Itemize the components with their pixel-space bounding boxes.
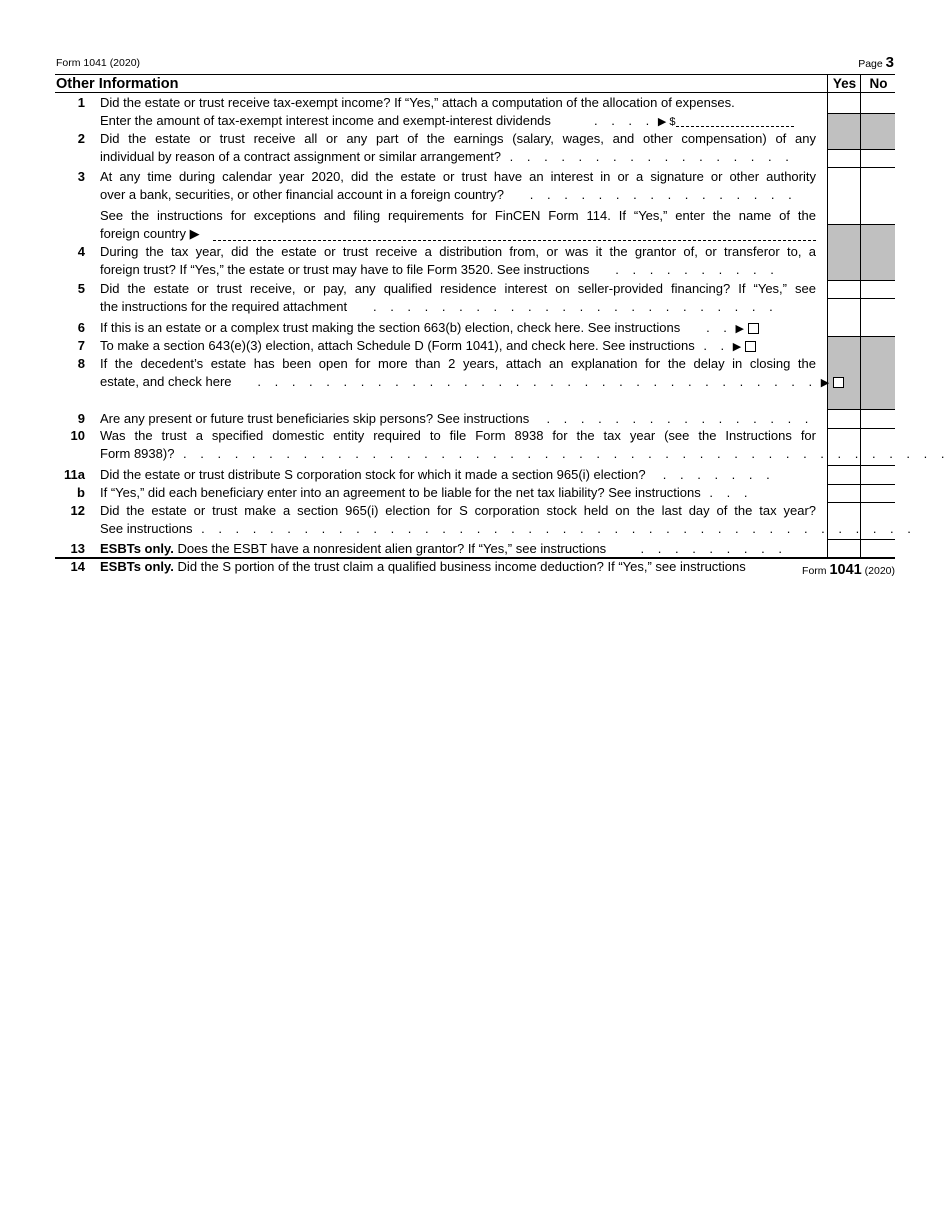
line-number: b: [77, 485, 85, 500]
no-cell-5[interactable]: [860, 298, 895, 336]
cell-divider: [827, 428, 895, 429]
yes-cell-9[interactable]: [827, 409, 860, 428]
line-6-checkbox[interactable]: [748, 323, 759, 334]
yes-cell-5[interactable]: [827, 298, 860, 336]
section-title: Other Information: [56, 76, 179, 92]
line-text: Did the estate or trust receive, or pay, any qualified residence interest on seller-provided financing? If “Yes,” see: [100, 281, 816, 296]
line-number: 9: [77, 411, 85, 426]
line-text: estate, and check here: [100, 373, 232, 389]
yes-cell-3[interactable]: [827, 167, 860, 224]
arrow-icon: ▶: [735, 323, 744, 335]
line-number: 11a: [64, 467, 85, 482]
yes-column-header: Yes: [827, 75, 861, 92]
arrow-icon: ▶ $: [657, 115, 676, 128]
line-number: 8: [77, 356, 85, 371]
line-text: Are any present or future trust beneficiaries skip persons? See instructions: [100, 411, 530, 426]
form-id: Form 1041 (2020): [56, 57, 141, 69]
yes-cell-11b[interactable]: [827, 484, 860, 502]
no-column-header: No: [860, 75, 896, 92]
arrow-icon: ▶: [732, 341, 742, 353]
form-number: 1041: [829, 562, 862, 578]
no-cell-2[interactable]: [860, 149, 895, 167]
line-number: 14: [70, 559, 85, 574]
table-body: 1 Did the estate or trust receive tax-exempt income? If “Yes,” attach a computation of the allocation of expenses. Enter the amount of tax-exempt interest income and exempt-interest dividends . . . . ▶ $ 2 Did the estate or trust receive all or any part of the earnings (salary, wages, and other compensation) of any individual by reason of a contract assignment or similar arrangement? . . . . . . . . . . . . . . . . . 3 At any time during calendar year 2020, did the estate or trust have an interest in or a signature or other authority over a bank, securities, or other financial account in a foreign country? . . . . . . . . . . . . . . . . See the instructions for exceptions and filing requirements for FinCEN Form 114. If “Yes,” enter the name of the foreign country ▶ 4 During the tax year, did the estate or trust receive a distribution from, or was it the grantor of, or transferor to, a foreign trust? If “Yes,” the estate or trust may have to file Form 3520. See instructions . . . . . . . . . . 5 Did the estate or trust receive, or pay, any qualified residence interest on seller-provided financing? If “Yes,” see the instructions for the required attachment . . . . . . . . . . . . . . . . . . . . . . . . 6 If this is an estate or a complex trust making the section 663(b) election, check here. See instructions . . ▶ 7 To make a section 643(e)(3) election, attach Schedule D (Form 1041), and check here. See instructions . . ▶ 8 If the decedent’s estate has been open for more than 2 years, attach an explanation for the delay in closing the estate, and check here . . . . . . . . . . . . . . . . . . . . . . . . . . . . . . . . . ▶ 9 Are any present or future trust beneficiaries skip persons? See instructions . . . . . . . . . . . . . . . . 10 Was the trust a specified domestic entity required to file Form 8938 for the tax year (see the Instructions for Form 8938)? . . . . . . . . . . . . . . . . . . . . . . . . . . . . . . . . . . . . . . . . . . . . . 11a Did the estate or trust distribute S corporation stock for which it made a section 965(i) election? . . . . . . . b If “Yes,” did each beneficiary enter into an agreement to be liable for the net tax liability? See instructions . . . 12 Did the estate or trust make a section 965(i) election for S corporation stock held on the last day of the tax year? See instructions . . . . . . . . . . . . . . . . . . . . . . . . . . . . . . . . . . . . . . . . . . 13 ESBTs only. Does the ESBT have a nonresident alien grantor? If “Yes,” see instructions . . . . . . . . . 14 ESBTs only. Did the S portion of the trust claim a qualified business income deduction? If “Yes,” see instructions: [55, 93, 895, 559]
shaded-cell: [827, 113, 860, 149]
line-text: individual by reason of a contract assignment or similar arrangement?: [100, 148, 502, 164]
line-text: See the instructions for exceptions and filing requirements for FinCEN Form 114. If “Yes,” enter the name of the: [100, 208, 816, 223]
line-text: See instructions: [100, 520, 193, 536]
cell-divider: [827, 280, 895, 281]
line-text: Did the S portion of the trust claim a qualified business income deduction? If “Yes,” see instructions: [177, 559, 746, 574]
cell-divider: [827, 167, 895, 168]
arrow-icon: ▶: [820, 376, 830, 389]
no-cell-9[interactable]: [860, 409, 895, 428]
line-8-checkbox[interactable]: [833, 377, 844, 388]
line-text: Did the estate or trust receive all or any part of the earnings (salary, wages, and other compensation) of any: [100, 131, 816, 146]
cell-divider: [827, 465, 895, 466]
line-text: Did the estate or trust receive tax-exempt income? If “Yes,” attach a computation of the allocation of expenses.: [100, 95, 735, 110]
line-text: Does the ESBT have a nonresident alien grantor? If “Yes,” see instructions: [177, 541, 607, 556]
no-cell-14[interactable]: [860, 539, 895, 557]
yes-cell-14[interactable]: [827, 539, 860, 557]
esbt-label: ESBTs only.: [100, 541, 174, 556]
page-number: Page 3: [858, 54, 894, 71]
no-cell-4[interactable]: [860, 280, 895, 298]
shaded-cell: [827, 336, 860, 409]
no-cell-1[interactable]: [860, 93, 895, 113]
line-text: Did the estate or trust distribute S corporation stock for which it made a section 965(i) election?: [100, 467, 646, 482]
line-text: If “Yes,” did each beneficiary enter into an agreement to be liable for the net tax liability? See instructions: [100, 485, 701, 500]
esbt-label: ESBTs only.: [100, 559, 174, 574]
shaded-cell: [860, 224, 895, 280]
tax-exempt-amount-field[interactable]: [676, 113, 794, 127]
line-number: 12: [70, 503, 85, 518]
line-text: During the tax year, did the estate or trust receive a distribution from, or was it the grantor of, or transferor to, a: [100, 244, 816, 259]
line-7-checkbox[interactable]: [745, 341, 756, 352]
shaded-cell: [860, 336, 895, 409]
no-cell-3[interactable]: [860, 167, 895, 224]
line-number: 2: [77, 131, 85, 146]
cell-divider: [827, 484, 895, 485]
cell-divider: [827, 502, 895, 503]
shaded-cell: [827, 224, 860, 280]
no-cell-11a[interactable]: [860, 465, 895, 484]
cell-divider: [827, 113, 895, 114]
line-text: over a bank, securities, or other financial account in a foreign country?: [100, 186, 504, 202]
cell-divider: [827, 224, 895, 225]
line-number: 4: [77, 244, 85, 259]
yes-cell-11a[interactable]: [827, 465, 860, 484]
page-header: [55, 54, 895, 74]
shaded-cell: [860, 113, 895, 149]
cell-divider: [827, 409, 895, 410]
line-number: 7: [77, 338, 85, 353]
line-text: If the decedent’s estate has been open for more than 2 years, attach an explanation for the delay in closing the: [100, 356, 816, 371]
line-number: 5: [77, 281, 85, 296]
line-text: foreign country ▶: [100, 225, 200, 241]
page-footer: Form 1041 (2020): [802, 562, 895, 578]
yes-cell-2[interactable]: [827, 149, 860, 167]
no-cell-11b[interactable]: [860, 484, 895, 502]
line-text: foreign trust? If “Yes,” the estate or trust may have to file Form 3520. See instructions: [100, 261, 590, 277]
line-text: Enter the amount of tax-exempt interest income and exempt-interest dividends: [100, 112, 551, 128]
line-text: the instructions for the required attachment: [100, 298, 348, 314]
cell-divider: [827, 336, 895, 337]
line-text: Form 8938)?: [100, 445, 175, 461]
line-number: 13: [70, 541, 85, 556]
yes-cell-4[interactable]: [827, 280, 860, 298]
yes-cell-1[interactable]: [827, 93, 860, 113]
line-number: 3: [77, 169, 85, 184]
line-text: To make a section 643(e)(3) election, attach Schedule D (Form 1041), and check here. See instructions: [100, 338, 695, 353]
foreign-country-field[interactable]: [213, 240, 816, 241]
line-number: 6: [77, 320, 85, 335]
line-number: 10: [70, 428, 85, 443]
line-text: Was the trust a specified domestic entity required to file Form 8938 for the tax year (see the Instructions for: [100, 428, 816, 443]
cell-divider: [827, 149, 895, 150]
line-text: At any time during calendar year 2020, did the estate or trust have an interest in or a signature or other authority: [100, 169, 816, 184]
cell-divider: [827, 298, 895, 299]
line-number: 1: [77, 95, 85, 110]
line-text: If this is an estate or a complex trust making the section 663(b) election, check here. See instructions: [100, 320, 681, 335]
table-header: [55, 75, 895, 93]
table-bottom-border: [55, 557, 895, 558]
line-text: Did the estate or trust make a section 965(i) election for S corporation stock held on the last day of the tax year?: [100, 503, 816, 518]
